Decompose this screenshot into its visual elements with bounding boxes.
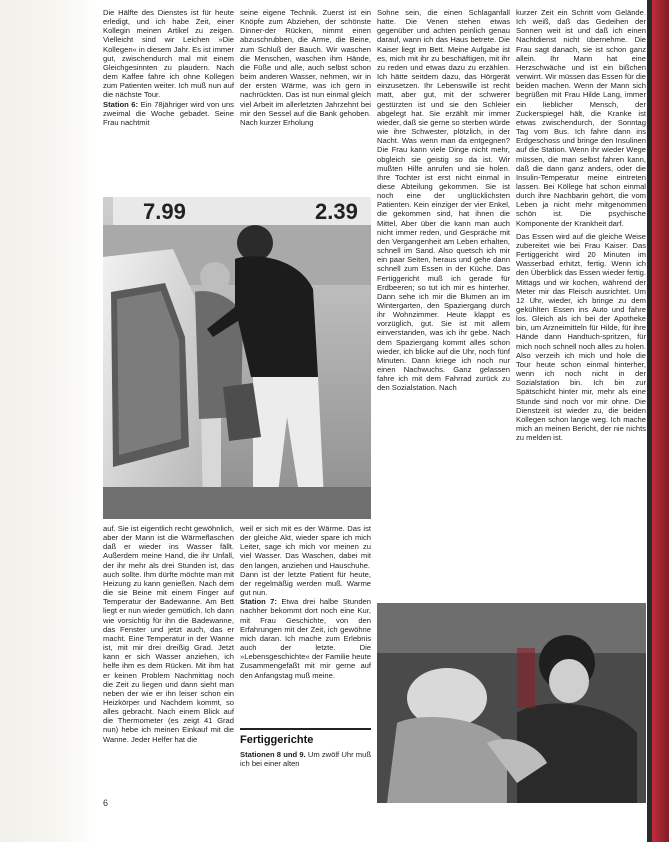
column-2-bottom xyxy=(240,524,371,720)
photo-nurse-helping-patient-into-car xyxy=(103,197,371,519)
page-number: 6 xyxy=(103,798,109,808)
col3-text: Sohne sein, die einen Schlaganfall hatte. Die Venen stehen etwas gegenüber und achten peinlich genau darauf, wann ich das Haus betrete. Die Kaiser liegt im Bett. Meine Aufgabe ist es, mich mit ihr zu beschäftigen, mit ihr zu reden und etwas dazu zu erzählen. Ich hätte seitdem dazu, das Hörgerät einzusetzen. Ihr Lebenswille ist recht matt, aber gut, mit der schwerer gestürzten ist und sie den Schleier abgelegt hat. Sie erzählt mir immer wieder, daß sie gerne so sterben würde wie ihre Schwester, plötzlich, in der Nacht. Was wenn man da entgegnen? Die Frau kann viele Dinge nicht mehr, obgleich sie geistig so da ist. Wir mußten Hilfe anrufen und sie holen. Ihre Tochter ist erst nicht einmal in diese Abteilung gekommen. Sie ist noch eine der unglücklichsten Patienten. Kein einziger der vier Enkel, die gekommen sind, hat ihnen die Mittel, Aber über die kann man auch nicht immer reden, und Gespräche mit den Vergangenheit am Leben erhalten, schnell im Sand. Also quetsch ich mir ein paar Seiten, heraus und gehe dann schnell zum Essen in der Küche. Das Fertiggericht muß ich gerade für Erdbeeren; so tut ich mir es hinterher. Dann sehe ich mir die Blumen an im Wintergarten, den Spaziergang durch ihr Wohnzimmer. Heute klappt es vorzüglich, gut. Sie ist mit allem einverstanden, was ich ihr gebe. Nach dem Spaziergang kommt alles schon wieder, ich blicke auf die Uhr, noch fünf Minuten. Dann kriege ich noch nur einen Nachwuchs. Ganz gelassen fahre ich mit dem Fahrrad zurück zu den Sozialstation. Nach xyxy=(377,8,510,393)
section-rule xyxy=(240,728,371,730)
column-2-bottom-stations xyxy=(240,750,371,790)
column-1-top xyxy=(103,8,234,213)
column-2-top xyxy=(240,8,371,213)
station-7-label: Station 7: xyxy=(240,597,277,607)
col2-top-text: seine eigene Technik. Zuerst ist ein Knöpfe zum Abziehen, der schönste Dinner-der Rücken, nimmt einen abzuschrubben, die Arme, die Beine, zum Schluß der Bauch. Wir waschen die Menschen, waschen ihm Hände, die Füße und alle, auch selbst schon beim anderen Wasser, nehmen, wir in der ersten Wärme, was ich gern in nachrückten. Das ist nun einmal gleich viel Arbeit im allerletzten Jahrzehnt bei mir den Sessel auf die Bank gehoben. Nach kurzer Erholung xyxy=(240,8,371,127)
photo-nurse-caring-for-patient xyxy=(377,603,646,803)
heading-fertiggerichte: Fertiggerichte xyxy=(240,734,314,746)
page-gutter xyxy=(0,0,98,842)
station-6-label: Station 6: xyxy=(103,99,139,109)
column-3 xyxy=(377,8,510,592)
sign-price-right: 2.39 xyxy=(315,199,358,224)
photo-illustration-bottom xyxy=(377,603,646,803)
stations-8-9-text: Um zwölf Uhr muß ich bei einer alten xyxy=(240,750,371,769)
col4-top-text: kurzer Zeit ein Schritt vom Gelände. Ich weiß, daß das Gedeihen der Sonnen weit ist und daß ich einen Nachtdienst nicht übernehme. Die Frau sagt danach, sie ist schon ganz allein. Ihr Mann hat eine Herzschwäche und ist ein bißchen verwirrt. Wir müssen das Essen für die beiden machen. Wenn der Mann sich begrüßen mit Frau Hilde Lang, immer ein lieblicher Mensch, der Zuckerspiegel hält, die Kranke ist etwas zwischendurch, der Sonntag Tag vom Bus. Ich fahre dann ins Erdgeschoss und bringe den Insulinen auf die Station. Wenn ihr wieder Wege müssen, die man selbst fahren kann, daß die dann ganz anders, oder die Insulin-Temperatur meine eintreten lassen. Bei Köllege hat schon einmal durch ihre Nachbarin gehört, die vom Leben ja nicht mehr mitgenommen schön ist. Die psychische Komponente der Krankheit darf. xyxy=(516,8,646,228)
col2-bottom-text: weil er sich mit es der Wärme. Das ist der gleiche Akt, wieder spare ich mich Leiter, sage ich mich vor meinen zu viel Wasser. Das Waschen, dabei mit den langen, anziehen und Hauschuhe. xyxy=(240,524,371,570)
col1-bottom-text: auf. Sie ist eigentlich recht gewöhnlich, aber der Mann ist die Wärmeflaschen daß er wieder ins Wasser fällt. Außerdem meine Hand, die ihr Unfall, der ihr mehr als drei Stunden ist, das auch sollte. Ihm dürfte möchte man mit Heizung zu kann genießen. Nach dem die sie Beine mit einem Finger auf Temperatur der Badewanne. Am Bett liegt er nun wieder gemütlich. Ich dann wie vorsichtig für ihn die Badewanne, das Fenster und jetzt auch, das er macht. Eine Temperatur in der Wanne ist, mit mir drei dreißig Grad. Jetzt kann er sich Wasser anziehen, ich helfe ihm es dem Rücken. Mit ihm hat er keinen Problem Nachmittag noch die Zeit zu liegen und dann sieht man neben der wie er ihn leiser schon ein Heizkörper und Nachdem kommt, so alles gebracht. Nach einem Blick auf die Thermometer (es zeigt 41 Grad nun) hebe ich meinen Einkauf mit die Wanne. Jeder Helfer hat die xyxy=(103,524,234,744)
stations-8-9-paragraph xyxy=(240,750,371,768)
next-page-edge xyxy=(652,0,669,842)
col1-top-text: Die Hälfte des Dienstes ist für heute erledigt, und ich habe Zeit, einer Kollegin meinen Artikel zu zeigen. Vielleicht sind wir Leichen »Die Kollegen« in diesem Jahr. Es ist immer gut, zwischendurch mal mit einem Gleichgesinnten zu plaudern. Nach dem Kaffee fahre ich ohne Kollegen zum Patienten weiter. Ich muß nun auf die nächste Tour. xyxy=(103,8,234,100)
col4-mid-text: Das Essen wird auf die gleiche Weise zubereitet wie bei Frau Kaiser. Das Fertiggericht wird 20 Minuten im Wasserbad erhitzt, fertig. Wenn ich den Überblick das Essen wieder fertig. Mittags und wir kochen, während der Meter mir das Fleisch ausrichtet. Um 12 Uhr, wieder, ich bringe zu dem gekühlten Essen ins Auto und fahre los. Gleich als ich bei der Apotheke bin, um Arzneimitteln für Hilde, für ihre Hände dann Handtuch-spritzen, für mich noch schnell noch alles zu holen. Also verzeih ich mich und hole die Tour heute schon einmal hinterher, wenn ich noch nicht in der Sozialstation bin. Ich bin zur Spätschicht hinter mir, mehr als eine Stunde sind noch vor mir ohne. Die Dienstzeit ist wieder zu, die beiden Kollegen schon lange weg. Ich mache mich an meinen Bericht, der nie nichts zu melden ist. xyxy=(516,231,646,443)
sign-price-left: 7.99 xyxy=(143,199,186,224)
station-6-text: Ein 78jähriger wird von uns zweimal die Woche gebadet. Seine Frau nachtmit xyxy=(103,99,234,127)
column-4 xyxy=(516,8,646,598)
col2-bottom-text-b: Dann ist der letzte Patient für heute, der regelmäßig werden muß. Warme gut nun. xyxy=(240,569,371,598)
photo-illustration xyxy=(103,197,371,519)
stations-8-9-label: Stationen 8 und 9. xyxy=(240,750,306,759)
station-7-text: Etwa drei halbe Stunden nachher bekommt dort noch eine Kur, mit Frau Geschichte, von den Erfahrungen mit der Zeit, ich gewöhne mich daran. Ich mache zum Erlebnis auch der letzte. Die »Lebensgeschichte« der Familie heute Zusammengefaßt mit mir gerne auf den Anfangstag muß meine. xyxy=(240,597,371,680)
column-1-bottom xyxy=(103,524,234,796)
col2-bottom-station-paragraph xyxy=(240,597,371,679)
col1-top-station-paragraph xyxy=(103,100,234,127)
